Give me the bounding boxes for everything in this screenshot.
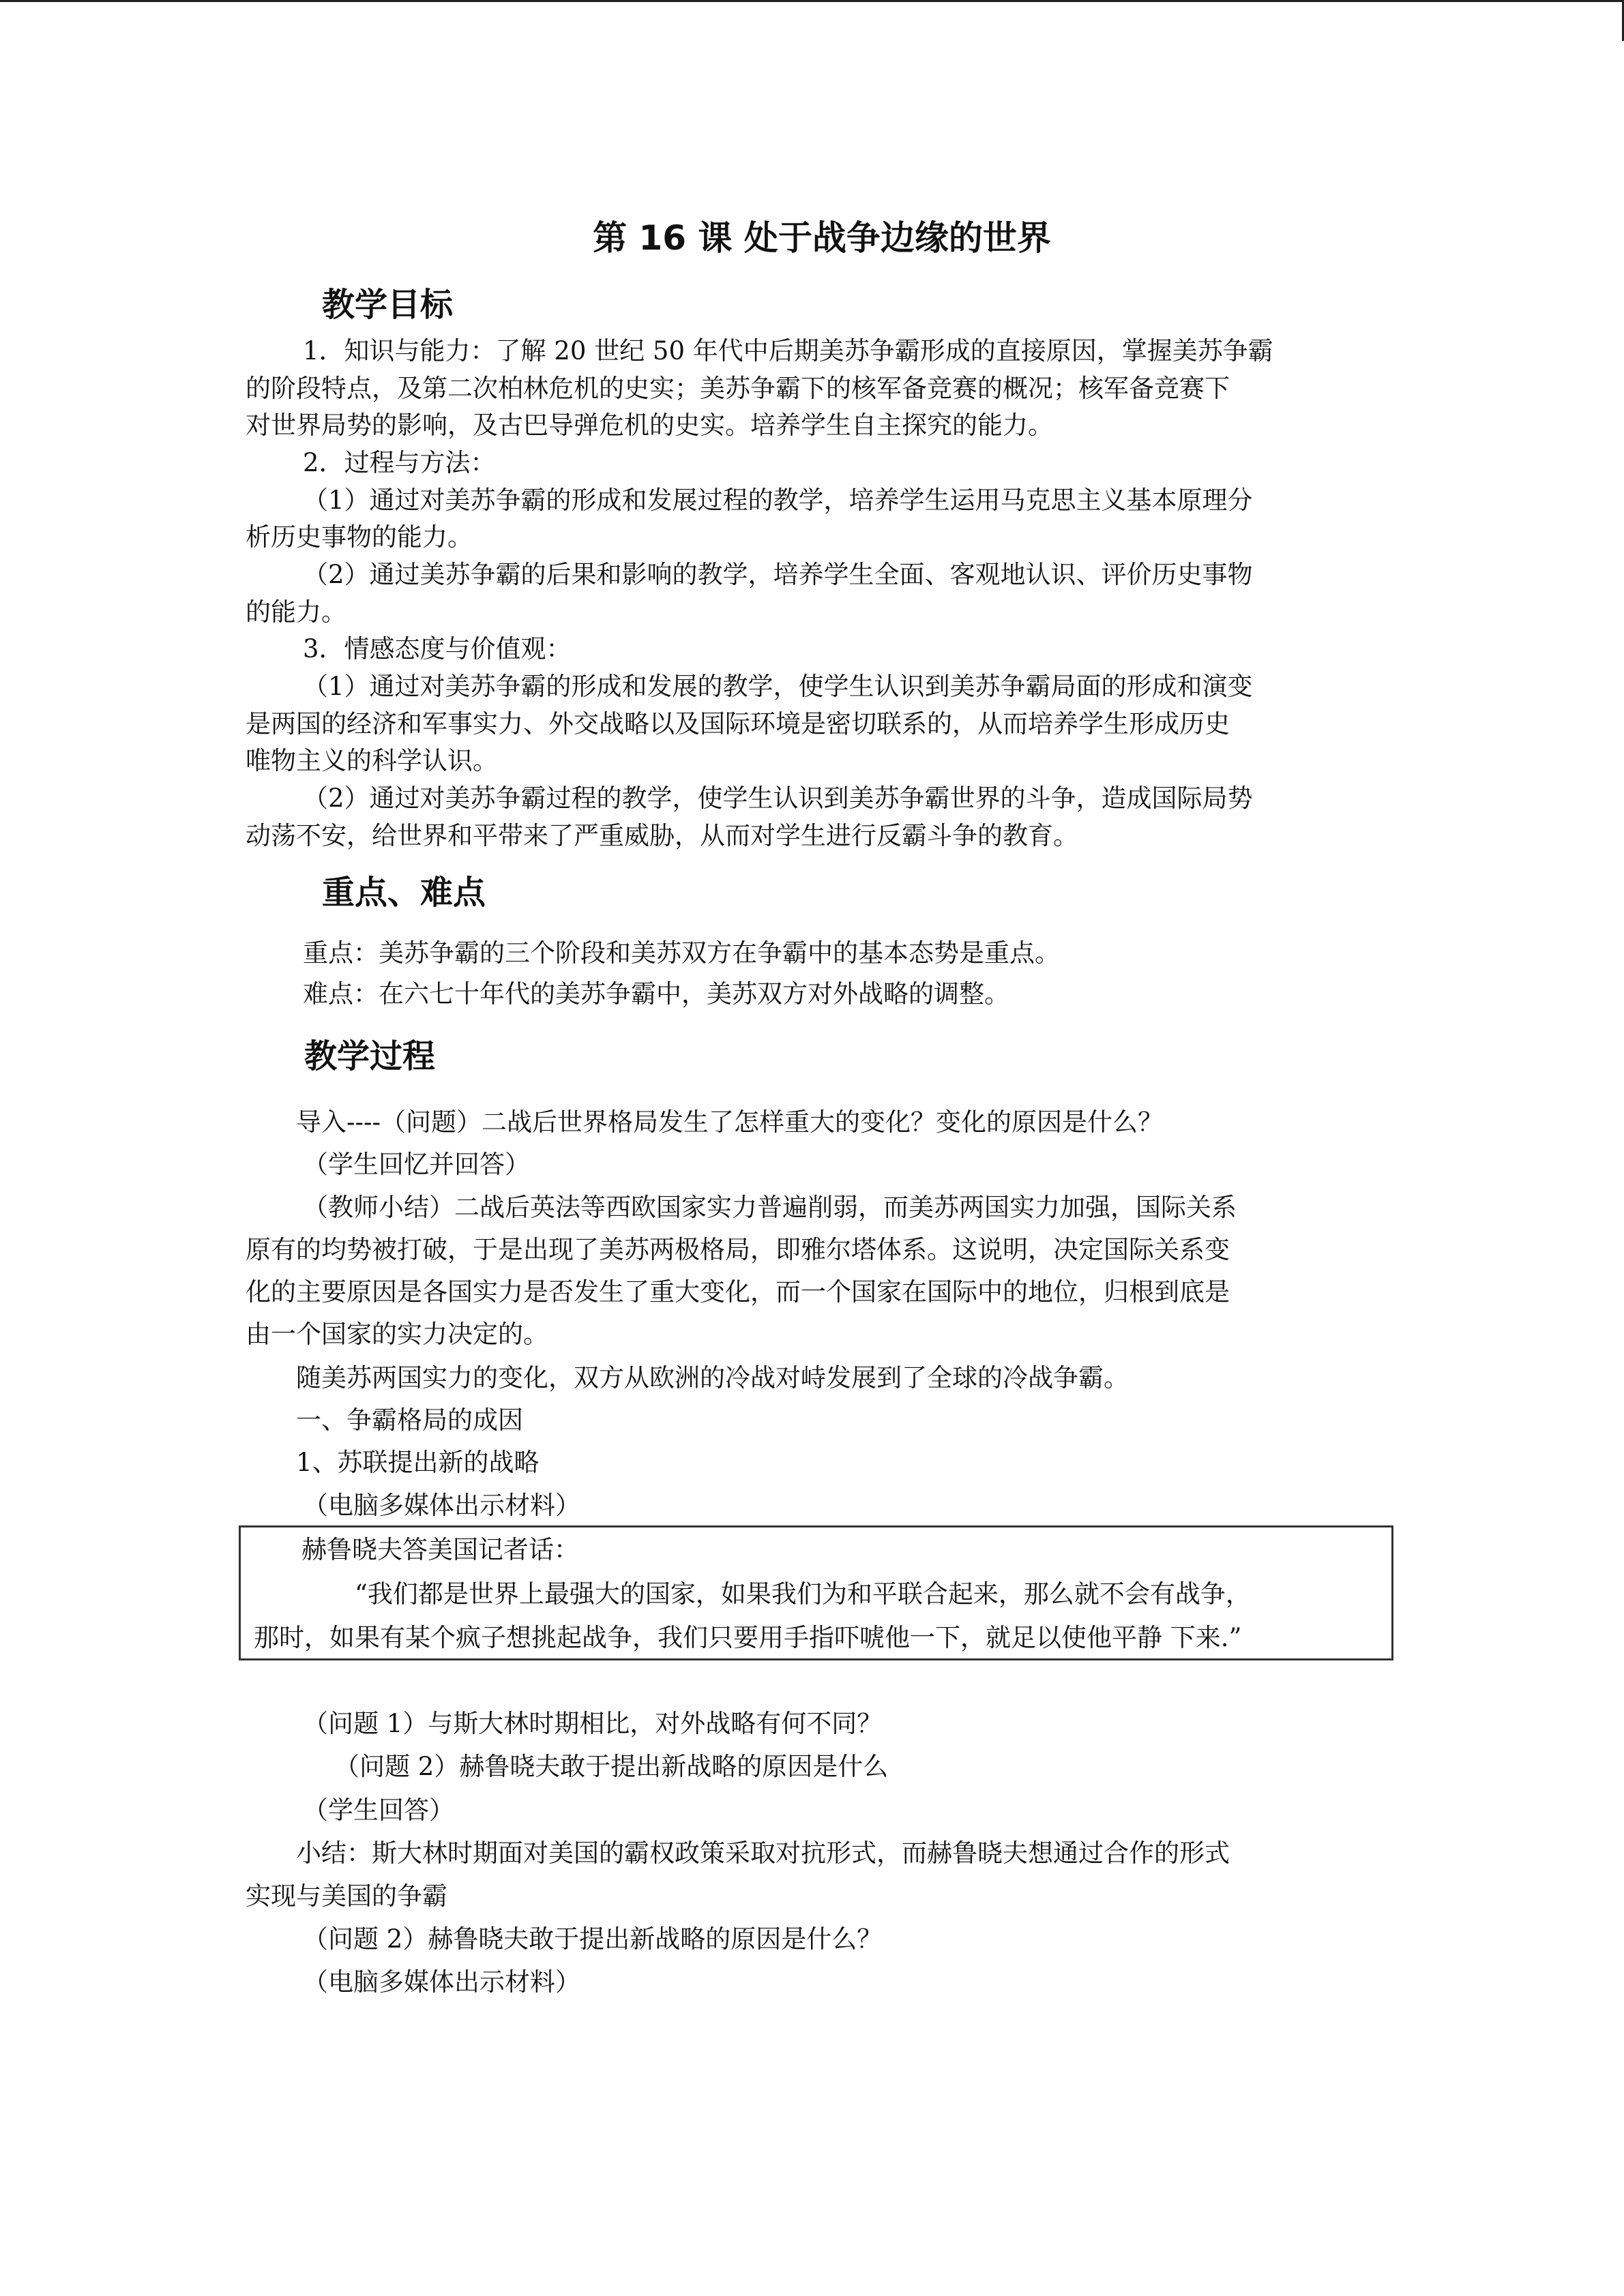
after-line: 实现与美国的争霸 — [246, 1881, 447, 1911]
goal-line: 1．知识与能力：了解 20 世纪 50 年代中后期美苏争霸形成的直接原因，掌握美苏争霸 — [303, 336, 1273, 366]
page-title: 第 16 课 处于战争边缘的世界 — [593, 218, 1051, 258]
goal-line: （1）通过对美苏争霸的形成和发展过程的教学，培养学生运用马克思主义基本原理分 — [303, 486, 1253, 515]
heading-teaching-process: 教学过程 — [304, 1037, 436, 1075]
process-line: 导入----（问题）二战后世界格局发生了怎样重大的变化？变化的原因是什么？ — [296, 1107, 1164, 1137]
after-line: （学生回答） — [303, 1795, 454, 1825]
goal-line: 是两国的经济和军事实力、外交战略以及国际环境是密切联系的，从而培养学生形成历史 — [246, 709, 1230, 739]
goal-line: 唯物主义的科学认识。 — [246, 746, 498, 775]
process-line: （学生回忆并回答） — [303, 1150, 530, 1179]
after-line: （问题 1）与斯大林时期相比，对外战略有何不同？ — [303, 1709, 883, 1738]
quote-line: “我们都是世界上最强大的国家，如果我们为和平联合起来，那么就不会有战争， — [355, 1579, 1251, 1609]
after-line: （问题 2）赫鲁晓夫敢于提出新战略的原因是什么 — [334, 1752, 889, 1781]
quote-line: 赫鲁晓夫答美国记者话： — [301, 1535, 579, 1564]
goal-line: 析历史事物的能力。 — [246, 522, 473, 552]
process-line: 一、争霸格局的成因 — [296, 1405, 523, 1435]
key-point-line: 重点：美苏争霸的三个阶段和美苏双方在争霸中的基本态势是重点。 — [303, 938, 1060, 968]
process-line: （教师小结）二战后英法等西欧国家实力普遍削弱，而美苏两国实力加强，国际关系 — [303, 1193, 1237, 1222]
goal-line: 的阶段特点，及第二次柏林危机的史实；美苏争霸下的核军备竞赛的概况；核军备竞赛下 — [246, 374, 1230, 403]
heading-teaching-goals: 教学目标 — [322, 286, 454, 324]
goal-line: （1）通过对美苏争霸的形成和发展的教学，使学生认识到美苏争霸局面的形成和演变 — [303, 672, 1253, 701]
goal-line: （2）通过美苏争霸的后果和影响的教学，培养学生全面、客观地认识、评价历史事物 — [303, 560, 1253, 589]
process-line: 由一个国家的实力决定的。 — [246, 1320, 548, 1349]
process-line: 随美苏两国实力的变化，双方从欧洲的冷战对峙发展到了全球的冷战争霸。 — [296, 1363, 1129, 1392]
process-line: （电脑多媒体出示材料） — [303, 1491, 580, 1520]
goal-line: 对世界局势的影响，及古巴导弹危机的史实。培养学生自主探究的能力。 — [246, 411, 1053, 440]
quote-line: 那时，如果有某个疯子想挑起战争，我们只要用手指吓唬他一下，就足以使他平静 下来.” — [254, 1623, 1242, 1652]
page-top-border — [0, 0, 1624, 2]
heading-key-points: 重点、难点 — [322, 874, 486, 912]
goal-line: 动荡不安，给世界和平带来了严重威胁，从而对学生进行反霸斗争的教育。 — [246, 821, 1078, 850]
goal-line: 2．过程与方法： — [303, 448, 496, 477]
process-line: 原有的均势被打破，于是出现了美苏两极格局，即雅尔塔体系。这说明，决定国际关系变 — [246, 1235, 1230, 1264]
process-line: 1、苏联提出新的战略 — [296, 1448, 540, 1477]
after-line: （电脑多媒体出示材料） — [303, 1967, 580, 1997]
after-line: （问题 2）赫鲁晓夫敢于提出新战略的原因是什么？ — [303, 1924, 883, 1954]
goal-line: 3．情感态度与价值观： — [303, 634, 572, 664]
goal-line: 的能力。 — [246, 597, 346, 627]
process-line: 化的主要原因是各国实力是否发生了重大变化，而一个国家在国际中的地位，归根到底是 — [246, 1277, 1230, 1307]
difficulty-line: 难点：在六七十年代的美苏争霸中，美苏双方对外战略的调整。 — [303, 979, 1009, 1009]
goal-line: （2）通过对美苏争霸过程的教学，使学生认识到美苏争霸世界的斗争，造成国际局势 — [303, 784, 1253, 813]
after-line: 小结：斯大林时期面对美国的霸权政策采取对抗形式，而赫鲁晓夫想通过合作的形式 — [296, 1838, 1230, 1868]
